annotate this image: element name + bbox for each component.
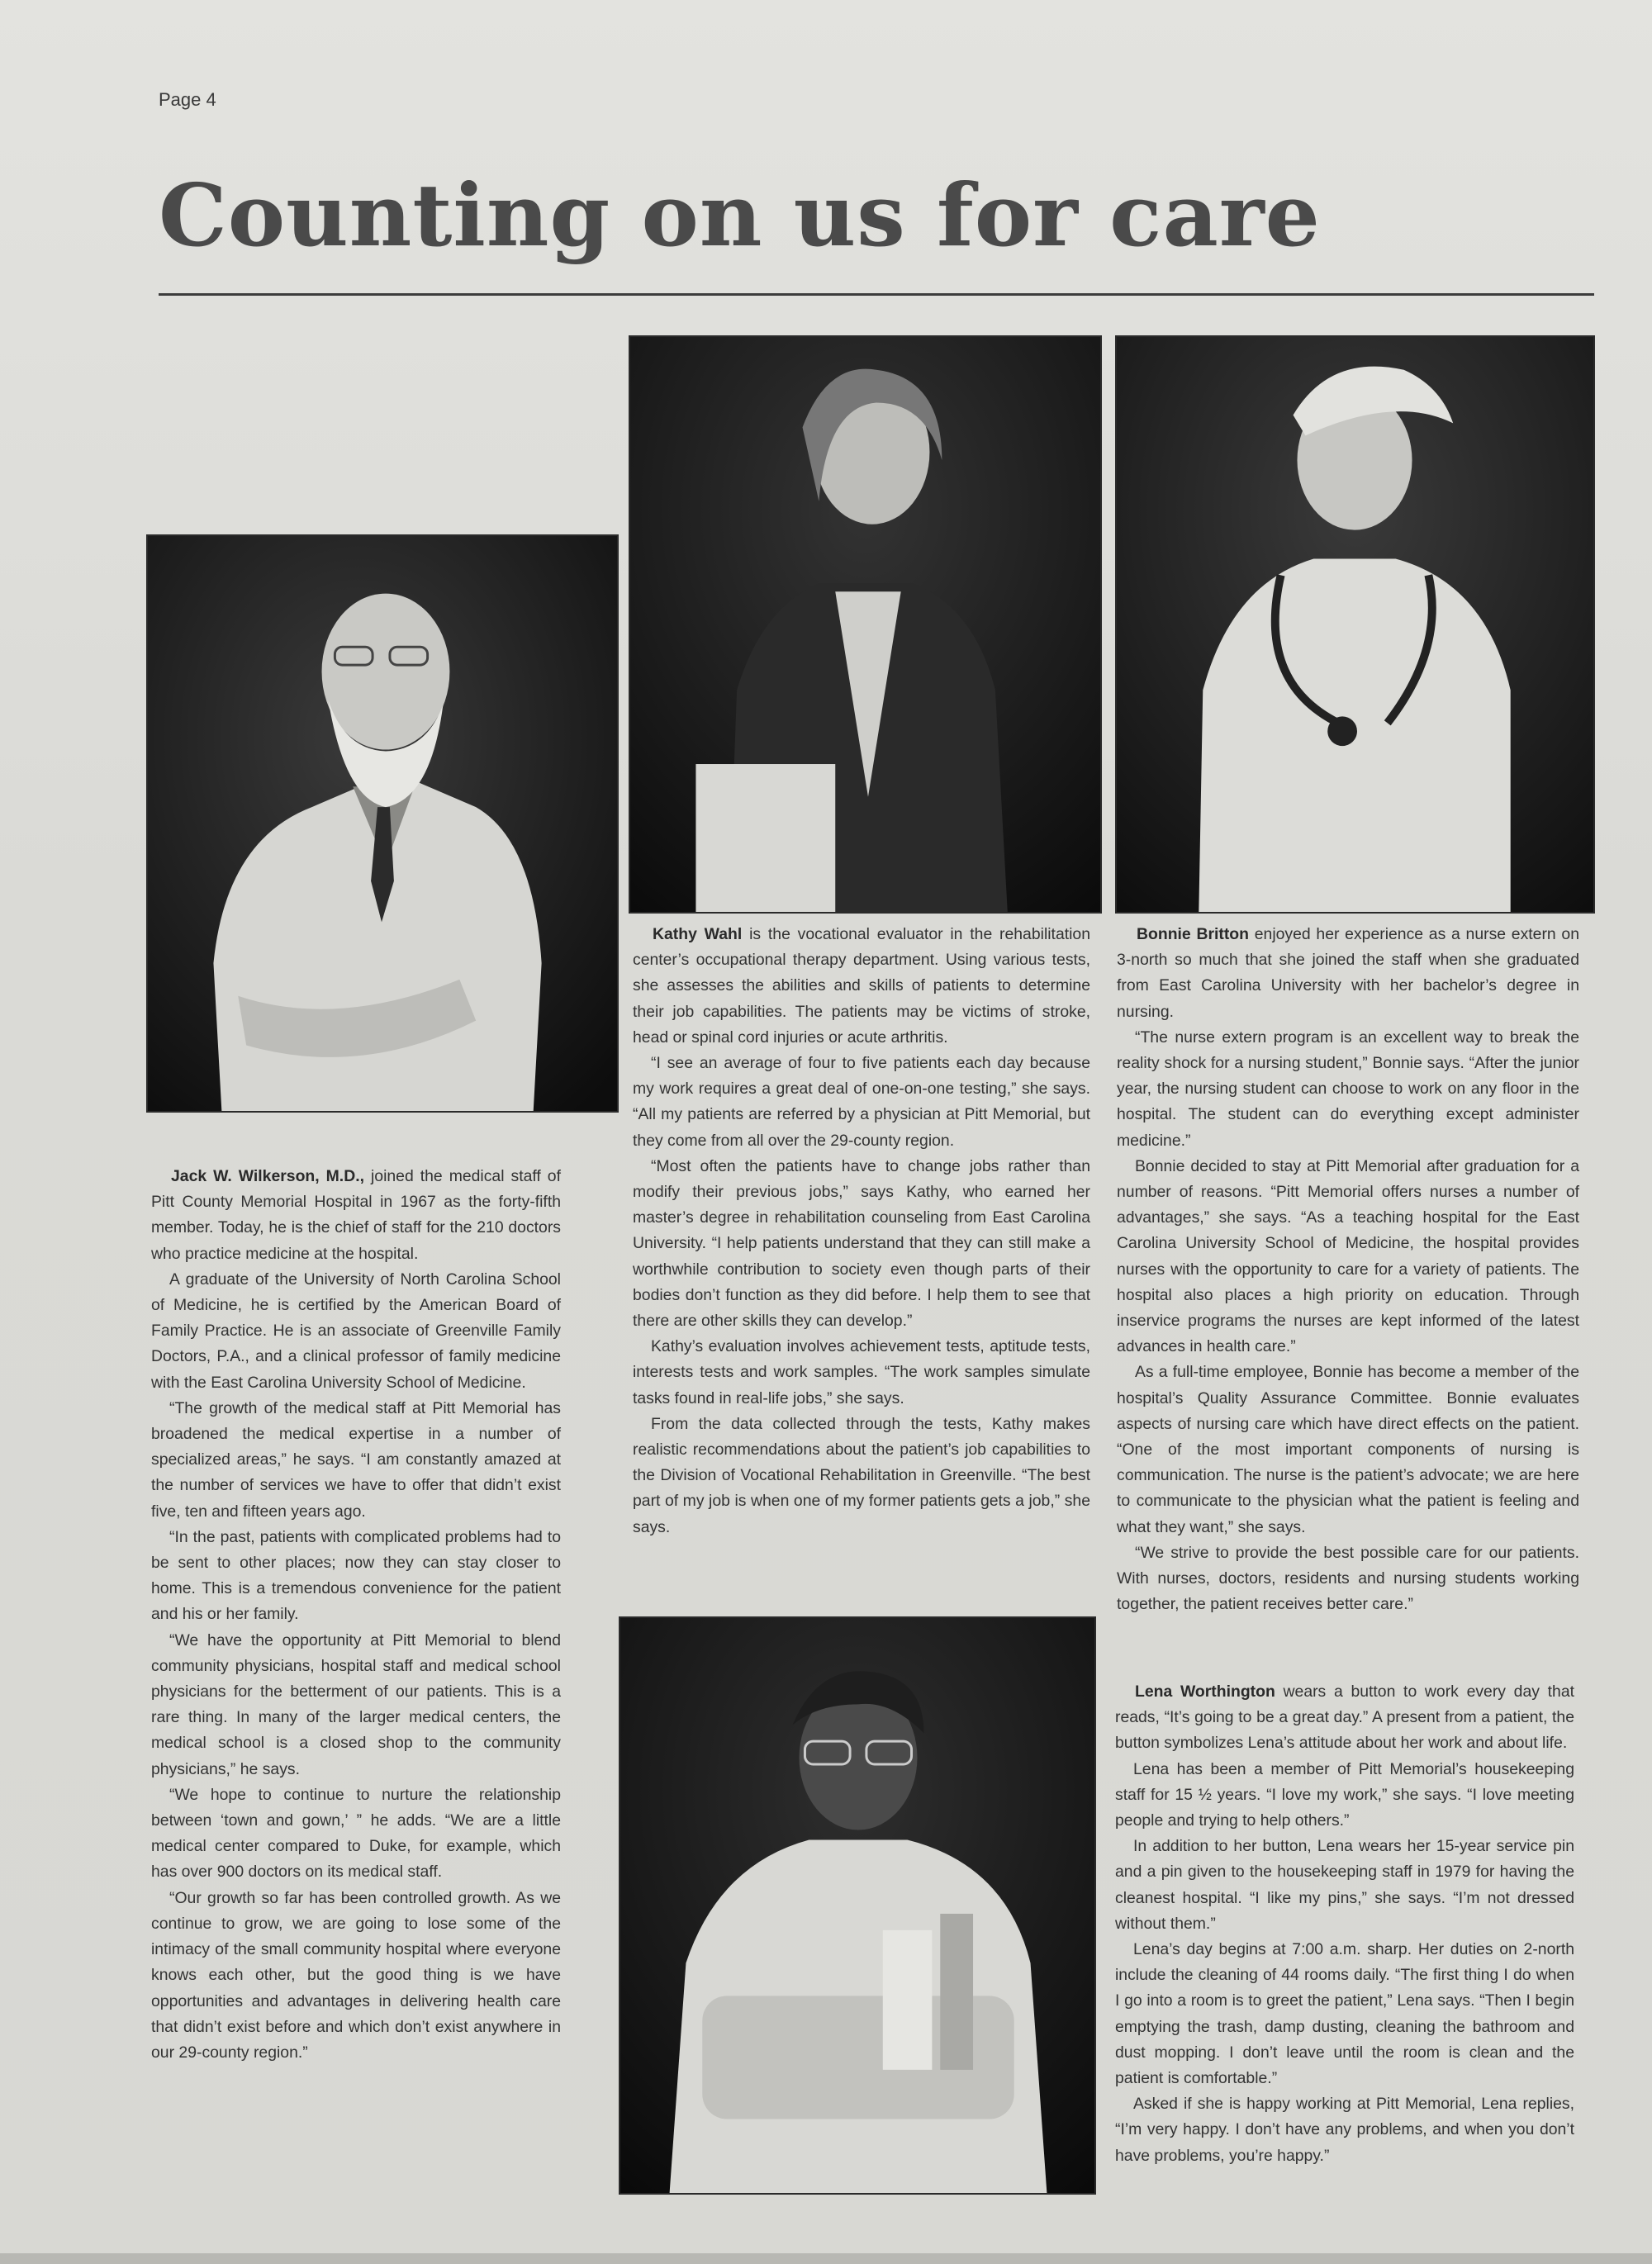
article-paragraph: Lena Worthington wears a button to work every day that reads, “It’s going to be a great day.” A present from a patient, the button symbolizes Lena’s attitude about her work and about life. bbox=[1115, 1683, 1574, 1753]
article-paragraph: From the data collected through the tests, Kathy makes realistic recommendations about the patient’s job capabilities to the Division of Vocational Rehabilitation in Greenville. “The best part of my job is when one of my former patients gets a job,” she says. bbox=[633, 1414, 1090, 1536]
article-paragraph: “The growth of the medical staff at Pitt Memorial has broadened the medical expertise in a number of specialized areas,” he says. “I am constantly amazed at the number of services we have to offer that didn’t exist five, ten and fifteen years ago. bbox=[151, 1398, 561, 1521]
article-paragraph: “I see an average of four to five patients each day because my work requires a great deal of one-on-one testing,” she says. “All my patients are referred by a physician at Pitt Memorial, but they come from all over the 29-county region. bbox=[633, 1054, 1090, 1150]
portrait-housekeeper-with-cleaning-tray bbox=[620, 1618, 1094, 2193]
article-paragraph: Asked if she is happy working at Pitt Memorial, Lena replies, “I’m very happy. I don’t have any problems, and when you don’t have problems, you’re happy.” bbox=[1115, 2095, 1574, 2165]
photo-jack-wilkerson bbox=[146, 534, 619, 1113]
portrait-nurse-with-stethoscope bbox=[1117, 337, 1593, 912]
photo-kathy-wahl bbox=[629, 335, 1102, 914]
headline-rule bbox=[159, 293, 1594, 296]
article-paragraph: Lena has been a member of Pitt Memorial’s housekeeping staff for 15 ½ years. “I love my work,” she says. “I love meeting people and trying to help others.” bbox=[1115, 1759, 1574, 1830]
article-paragraph: Lena’s day begins at 7:00 a.m. sharp. Her duties on 2-north include the cleaning of 44 rooms daily. “The first thing I do when I go into a room is to greet the patient,” Lena says. “Then I begin emptying the trash, damp dusting, cleaning the bathroom and dust mopping. I don’t leave until the room is clean and the patient is comfortable.” bbox=[1115, 1940, 1574, 2088]
page-bottom-edge bbox=[0, 2253, 1652, 2264]
portrait-man-in-white-coat bbox=[148, 536, 617, 1111]
article-kathy-wahl bbox=[633, 922, 1090, 1540]
article-paragraph: “In the past, patients with complicated problems had to be sent to other places; now they can stay closer to home. This is a tremendous convenience for the patient and his or her family. bbox=[151, 1527, 561, 1624]
article-paragraph: “Our growth so far has been controlled growth. As we continue to grow, we are going to lose some of the intimacy of the small community hospital where everyone knows each other, but the good thing is we have opportunities and advantages in delivering health care that didn’t exist before and which don’t exist anywhere in our 29-county region.” bbox=[151, 1888, 561, 2062]
article-paragraph: “We have the opportunity at Pitt Memorial to blend community physicians, hospital staff and medical school physicians for the betterment of our patients. This is a rare thing. In many of the larger medical centers, the medical school is a closed shop to the community physicians,” he says. bbox=[151, 1630, 561, 1778]
photo-lena-worthington bbox=[619, 1616, 1096, 2195]
person-name: Jack W. Wilkerson, M.D., bbox=[171, 1167, 364, 1185]
article-paragraph: Bonnie decided to stay at Pitt Memorial after graduation for a number of reasons. “Pitt Memorial offers nurses a number of advantages,” she says. “As a teaching hospital for the East Carolina University School of Medicine, the hospital provides nurses with the opportunity to care for a variety of patients. The hospital also places a high priority on education. Through inservice programs the nurses are kept informed of the latest advances in health care.” bbox=[1117, 1156, 1579, 1356]
article-paragraph: “Most often the patients have to change jobs rather than modify their previous jobs,” says Kathy, who earned her master’s degree in rehabilitation counseling from East Carolina University. “I help patients understand that they can still make a worthwhile contribution to society even though parts of their bodies don’t function as they did before. I help them to see that there are other skills they can develop.” bbox=[633, 1156, 1090, 1331]
article-lena-worthington bbox=[1115, 1679, 1574, 2169]
article-paragraph: Kathy’s evaluation involves achievement tests, aptitude tests, interests tests and work samples. “The work samples simulate tasks found in real-life jobs,” she says. bbox=[633, 1337, 1090, 1407]
article-paragraph: Jack W. Wilkerson, M.D., joined the medical staff of Pitt County Memorial Hospital in 1967 as the forty-fifth member. Today, he is the chief of staff for the 210 doctors who practice medicine at the hospital. bbox=[151, 1167, 561, 1263]
article-paragraph: As a full-time employee, Bonnie has become a member of the hospital’s Quality Assurance Committee. Bonnie evaluates aspects of nursing care which have direct effects on the patient. “One of the most important components of nursing is communication. The nurse is the patient’s advocate; we are here to communicate to the physician what the patient is feeling and what they want,” she says. bbox=[1117, 1363, 1579, 1536]
person-name: Kathy Wahl bbox=[653, 925, 743, 943]
page-number: Page 4 bbox=[159, 89, 216, 110]
article-paragraph: “We strive to provide the best possible care for our patients. With nurses, doctors, residents and nursing students working together, the patient receives better care.” bbox=[1117, 1543, 1579, 1614]
article-paragraph: Kathy Wahl is the vocational evaluator in the rehabilitation center’s occupational therapy department. Using various tests, she assesses the abilities and skills of patients to determine their job capabilities. The patients may be victims of stroke, head or spinal cord injuries or acute arthritis. bbox=[633, 925, 1090, 1047]
person-name: Lena Worthington bbox=[1135, 1683, 1275, 1701]
article-paragraph: “The nurse extern program is an excellent way to break the reality shock for a nursing student,” Bonnie says. “After the junior year, the nursing student can choose to work on any floor in the hospital. The student can do everything except administer medicine.” bbox=[1117, 1028, 1579, 1150]
article-bonnie-britton bbox=[1117, 922, 1579, 1617]
article-paragraph: A graduate of the University of North Carolina School of Medicine, he is certified by the American Board of Family Practice. He is an associate of Greenville Family Doctors, P.A., and a clinical professor of family medicine with the East Carolina University School of Medicine. bbox=[151, 1270, 561, 1392]
article-paragraph: Bonnie Britton enjoyed her experience as a nurse extern on 3-north so much that she joined the staff when she graduated from East Carolina University with her bachelor’s degree in nursing. bbox=[1117, 925, 1579, 1021]
article-jack-wilkerson bbox=[151, 1164, 561, 2066]
person-name: Bonnie Britton bbox=[1137, 925, 1249, 943]
headline: Counting on us for care bbox=[159, 164, 1321, 266]
portrait-woman-with-folder bbox=[630, 337, 1100, 912]
photo-bonnie-britton bbox=[1115, 335, 1595, 914]
article-paragraph: In addition to her button, Lena wears her 15-year service pin and a pin given to the housekeeping staff in 1979 for having the cleanest hospital. “I like my pins,” she says. “I’m not dressed without them.” bbox=[1115, 1837, 1574, 1933]
article-paragraph: “We hope to continue to nurture the relationship between ‘town and gown,’ ” he adds. “We are a little medical center compared to Duke, for example, which has over 900 doctors on its medical staff. bbox=[151, 1785, 561, 1882]
